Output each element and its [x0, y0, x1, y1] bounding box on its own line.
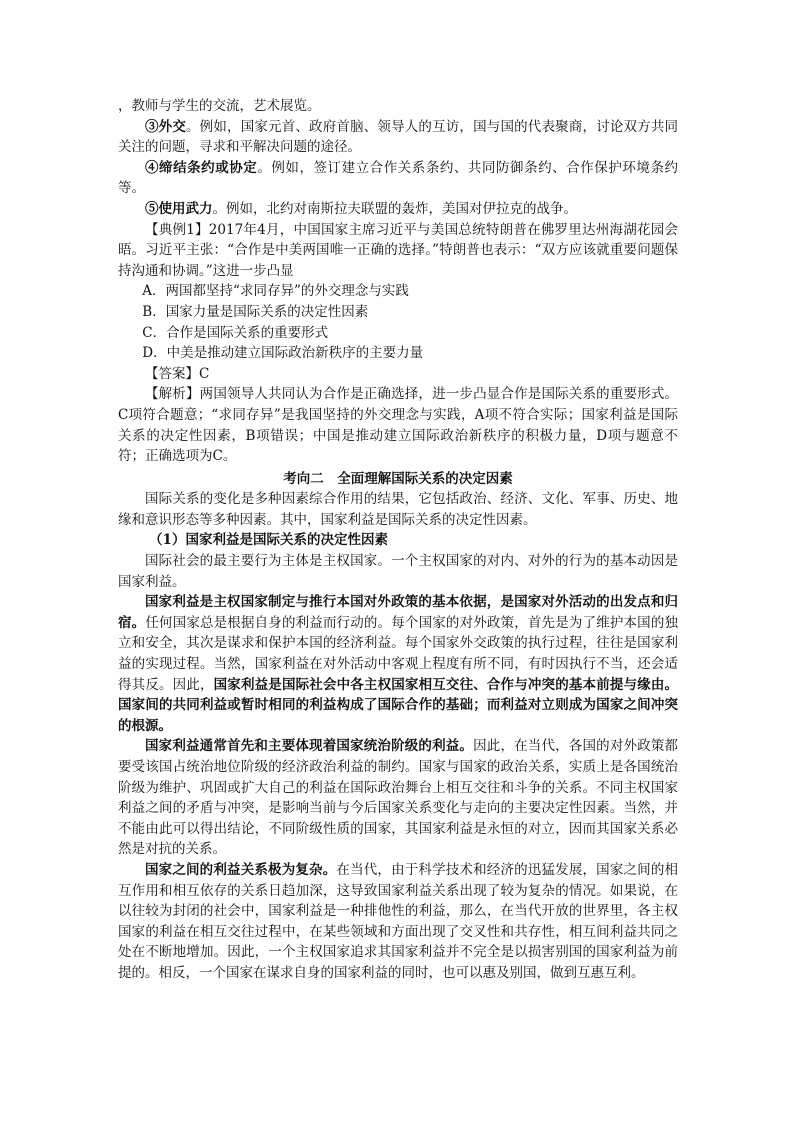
analysis: 【解析】两国领导人共同认为合作是正确选择，进一步凸显合作是国际关系的重要形式。C项符合题意；“求同存异”是我国坚持的外交理念与实践，A项不符合实际；国家利益是国际关系的决定性因素，B项错误；中国是推动建立国际政治新秩序的积极力量，D项与题意不符；正确选项为C。: [118, 386, 678, 465]
item-label: ③外交: [145, 118, 187, 135]
item-treaty: ④缔结条约或协定。例如，签订建立合作关系条约、共同防御条约、合作保护环境条约等。: [118, 159, 679, 197]
paragraph-a: 国际社会的最主要行为主体是主权国家。一个主权国家的对内、对外的行为的基本动因是国家利益。: [118, 553, 678, 590]
option-b: B．国家力量是国际关系的决定性因素: [142, 303, 369, 320]
item-label: ⑤使用武力: [145, 200, 213, 217]
item-label: ④缔结条约或协定: [145, 159, 258, 176]
option-d: D．中美是推动建立国际政治新秩序的主要力量: [142, 345, 424, 362]
intro-paragraph: 国际关系的变化是多种因素综合作用的结果，它包括政治、经济、文化、军事、历史、地缘和意识形态等多种因素。其中，国家利益是国际关系的决定性因素。: [118, 491, 678, 528]
paragraph-d: 国家之间的利益关系极为复杂。在当代，由于科学技术和经济的迅猛发展，国家之间的相互作用和相互依存的关系日趋加深，这导致国家利益关系出现了较为复杂的情况。如果说，在以往较为封闭的社会中，国家利益是一种排他性的利益，那么，在当代开放的世界里，各主权国家的利益在相互交往过程中，在某些领域和方面出现了交叉性和共存性，相互间利益共同之处在不断地增加。因此，一个主权国家追求其国家利益并不完全是以损害别国的国家利益为前提的。相反，一个国家在谋求自身的国家利益的同时，也可以惠及别国，做到互惠互利。: [118, 861, 679, 981]
paragraph-c: 国家利益通常首先和主要体现着国家统治阶级的利益。因此，在当代，各国的对外政策都要受该国占统治地位阶级的经济政治利益的制约。国家与国家的政治关系，实质上是各国统治阶级为维护、巩固或扩大自己的利益在国际政治舞台上相互交往和斗争的关系。不同主权国家利益之间的矛盾与冲突，是影响当前与今后国家关系变化与走向的主要决定性因素。当然，并不能由此可以得出结论，不同阶级性质的国家，其国家利益是永恒的对立，因而其国家关系必然是对抗的关系。: [118, 738, 679, 858]
document-page: [118, 96, 678, 984]
item-force: ⑤使用武力。例如，北约对南斯拉夫联盟的轰炸，美国对伊拉克的战争。: [145, 200, 577, 217]
section-title: 考向二 全面理解国际关系的决定因素: [283, 470, 513, 487]
paragraph-b: 国家利益是主权国家制定与推行本国对外政策的基本依据，是国家对外活动的出发点和归宿。任何国家总是根据自身的利益而行动的。每个国家的对外政策，首先是为了维护本国的独立和安全，其次是谋求和保护本国的经济利益。每个国家外交政策的执行过程，往往是国家利益的实现过程。当然，国家利益在对外活动中客观上程度有所不同，有时因执行不当，还会适得其反。因此，国家利益是国际社会中各主权国家相互交往、合作与冲突的基本前提与缘由。国家间的共同利益或暂时相同的利益构成了国际合作的基础；而利益对立则成为国家之间冲突的根源。: [118, 594, 679, 734]
item-diplomacy: ③外交。例如，国家元首、政府首脑、领导人的互访，国与国的代表聚商，讨论双方共同关注的问题，寻求和平解决问题的途径。: [118, 118, 679, 156]
example-stem: 【典例1】2017年4月，中国国家主席习近平与美国总统特朗普在佛罗里达州海湖花园会晤。习近平主张：“合作是中美两国唯一正确的选择。”特朗普也表示：“双方应该就重要问题保持沟通和协调。”这进一步凸显: [118, 221, 678, 279]
continuation-line: ，教师与学生的交流，艺术展览。: [118, 98, 321, 114]
option-a: A．两国都坚持“求同存异”的外交理念与实践: [142, 283, 409, 300]
subheading: （1）国家利益是国际关系的决定性因素: [149, 532, 388, 549]
answer: 【答案】C: [145, 365, 210, 382]
option-c: C．合作是国际关系的重要形式: [142, 324, 329, 341]
